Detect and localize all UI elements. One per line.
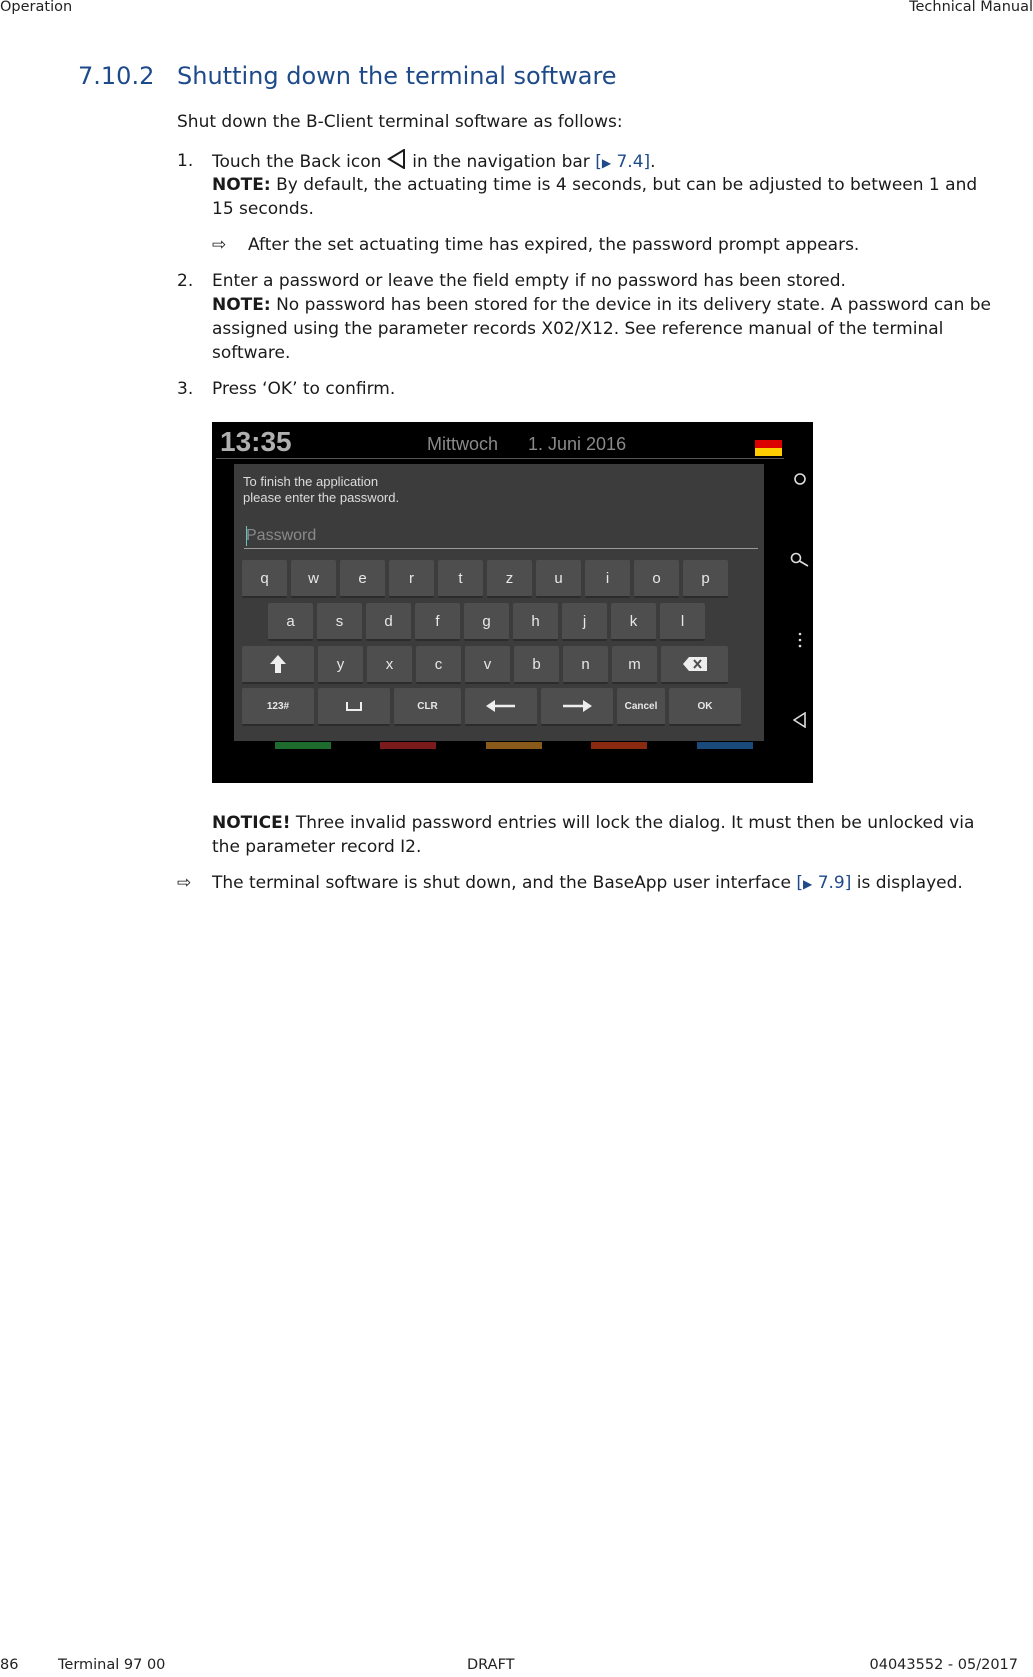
key-y[interactable]: y — [318, 646, 363, 684]
backspace-icon — [683, 657, 707, 671]
header-chapter: Operation — [0, 0, 73, 15]
german-flag-icon — [755, 432, 782, 456]
key-e[interactable]: e — [340, 560, 385, 598]
color-tab-blue[interactable] — [697, 742, 753, 749]
cursor-left-key[interactable] — [465, 688, 537, 726]
back-icon — [387, 149, 407, 169]
step-1-line: Touch the Back icon in the navigation bar [▶ 7.4]. — [212, 149, 656, 175]
link-arrow-icon: ▶ — [601, 156, 612, 170]
cursor-right-key[interactable] — [541, 688, 613, 726]
link-7-9-label: 7.9 — [817, 873, 845, 893]
step-1-result: After the set actuating time has expired, the password prompt appears. — [248, 235, 860, 255]
home-nav-button[interactable] — [790, 472, 810, 491]
key-b[interactable]: b — [514, 646, 559, 684]
key-x[interactable]: x — [367, 646, 412, 684]
text-cursor — [246, 526, 247, 546]
password-input[interactable] — [244, 524, 758, 549]
cancel-key[interactable]: Cancel — [617, 688, 665, 726]
final-result-line — [212, 871, 963, 896]
date-label: 1. Juni 2016 — [528, 434, 627, 454]
result-arrow-icon: ⇨ — [212, 235, 227, 255]
step-2-note-line-1 — [212, 293, 991, 317]
step-2-note-line-2: assigned using the parameter records X02/X12. See reference manual of the terminal — [212, 319, 944, 339]
notice-line-2: the parameter record I2. — [212, 837, 422, 857]
footer-document-number: 04043552 - 05/2017 — [869, 1657, 1018, 1673]
ok-key[interactable]: OK — [669, 688, 741, 726]
shift-key[interactable] — [242, 646, 314, 684]
notice-text-1: Three invalid password entries will lock the dialog. It must then be unlocked via — [295, 813, 975, 833]
final-result-text-b: is displayed. — [856, 873, 963, 893]
key-h[interactable]: h — [513, 603, 558, 641]
step-2-note-text-1: No password has been stored for the device in its delivery state. A password can be — [276, 295, 992, 315]
footer-page-number: 86 — [0, 1657, 19, 1673]
key-c[interactable]: c — [416, 646, 461, 684]
note-label: NOTE: — [212, 295, 271, 315]
back-triangle-icon — [793, 712, 807, 728]
home-circle-icon — [793, 472, 807, 486]
clear-key[interactable]: CLR — [394, 688, 461, 726]
notice-line-1 — [212, 811, 974, 835]
status-divider — [216, 458, 784, 459]
key-d[interactable]: d — [366, 603, 411, 641]
step-1-text-b: in the navigation bar — [412, 152, 590, 172]
search-nav-button[interactable] — [790, 552, 810, 573]
step-1-note-line-2: 15 seconds. — [212, 199, 314, 219]
more-vertical-icon — [797, 632, 803, 648]
prompt-line-2: please enter the password. — [243, 490, 400, 505]
link-7-9[interactable]: [▶ 7.9] — [796, 873, 852, 893]
key-a[interactable]: a — [268, 603, 313, 641]
search-icon — [790, 552, 810, 568]
key-p[interactable]: p — [683, 560, 728, 598]
step-1-text-a: Touch the Back icon — [212, 152, 382, 172]
flag-stripe-black — [755, 432, 782, 440]
intro-text: Shut down the B-Client terminal software as follows: — [177, 112, 623, 132]
terminal-screenshot — [212, 422, 813, 783]
backspace-key[interactable] — [661, 646, 728, 684]
key-r[interactable]: r — [389, 560, 434, 598]
clock-time: 13:35 — [220, 426, 292, 457]
step-3-text: Press ‘OK’ to confirm. — [212, 379, 396, 399]
arrow-right-icon — [562, 699, 592, 713]
weekday-label: Mittwoch — [427, 434, 499, 454]
key-s[interactable]: s — [317, 603, 362, 641]
key-l[interactable]: l — [660, 603, 705, 641]
final-result-text-a: The terminal software is shut down, and the BaseApp user interface — [212, 873, 791, 893]
key-n[interactable]: n — [563, 646, 608, 684]
password-dialog — [234, 464, 764, 741]
dialog-prompt — [243, 474, 399, 506]
step-3-number: 3. — [177, 379, 194, 399]
back-nav-button[interactable] — [790, 712, 810, 733]
menu-nav-button[interactable] — [790, 632, 810, 653]
footer-product: Terminal 97 00 — [58, 1657, 166, 1673]
step-2-number: 2. — [177, 271, 194, 291]
flag-stripe-gold — [755, 448, 782, 456]
step-1-number: 1. — [177, 151, 194, 171]
color-tab-red[interactable] — [380, 742, 436, 749]
footer-status: DRAFT — [467, 1657, 515, 1673]
key-t[interactable]: t — [438, 560, 483, 598]
note-label: NOTE: — [212, 175, 271, 195]
space-icon — [346, 701, 362, 711]
flag-stripe-red — [755, 440, 782, 448]
prompt-line-1: To finish the application — [243, 474, 379, 489]
arrow-left-icon — [486, 699, 516, 713]
step-1-note-text-1: By default, the actuating time is 4 seconds, but can be adjusted to between 1 and — [276, 175, 978, 195]
shift-arrow-icon — [269, 654, 287, 674]
key-g[interactable]: g — [464, 603, 509, 641]
result-arrow-icon: ⇨ — [177, 873, 192, 893]
notice-label: NOTICE! — [212, 813, 291, 833]
key-w[interactable]: w — [291, 560, 336, 598]
section-title: Shutting down the terminal software — [177, 62, 617, 90]
step-1-note-line-1 — [212, 173, 977, 197]
numbers-key[interactable]: 123# — [242, 688, 314, 726]
key-m[interactable]: m — [612, 646, 657, 684]
key-f[interactable]: f — [415, 603, 460, 641]
color-tab-orange[interactable] — [486, 742, 542, 749]
key-u[interactable]: u — [536, 560, 581, 598]
header-manual-title: Technical Manual — [909, 0, 1033, 15]
color-tab-dark-orange[interactable] — [591, 742, 647, 749]
key-z[interactable]: z — [487, 560, 532, 598]
key-k[interactable]: k — [611, 603, 656, 641]
key-i[interactable]: i — [585, 560, 630, 598]
link-7-4-label: 7.4 — [616, 152, 644, 172]
step-2-note-line-3: software. — [212, 343, 291, 363]
link-7-4[interactable]: [▶ 7.4] — [595, 152, 651, 172]
key-q[interactable]: q — [242, 560, 287, 598]
step-2-text: Enter a password or leave the field empty if no password has been stored. — [212, 271, 846, 291]
key-o[interactable]: o — [634, 560, 679, 598]
section-number: 7.10.2 — [78, 62, 155, 90]
key-j[interactable]: j — [562, 603, 607, 641]
link-arrow-icon: ▶ — [803, 877, 813, 891]
key-v[interactable]: v — [465, 646, 510, 684]
color-tab-green[interactable] — [275, 742, 331, 749]
space-key[interactable] — [318, 688, 390, 726]
